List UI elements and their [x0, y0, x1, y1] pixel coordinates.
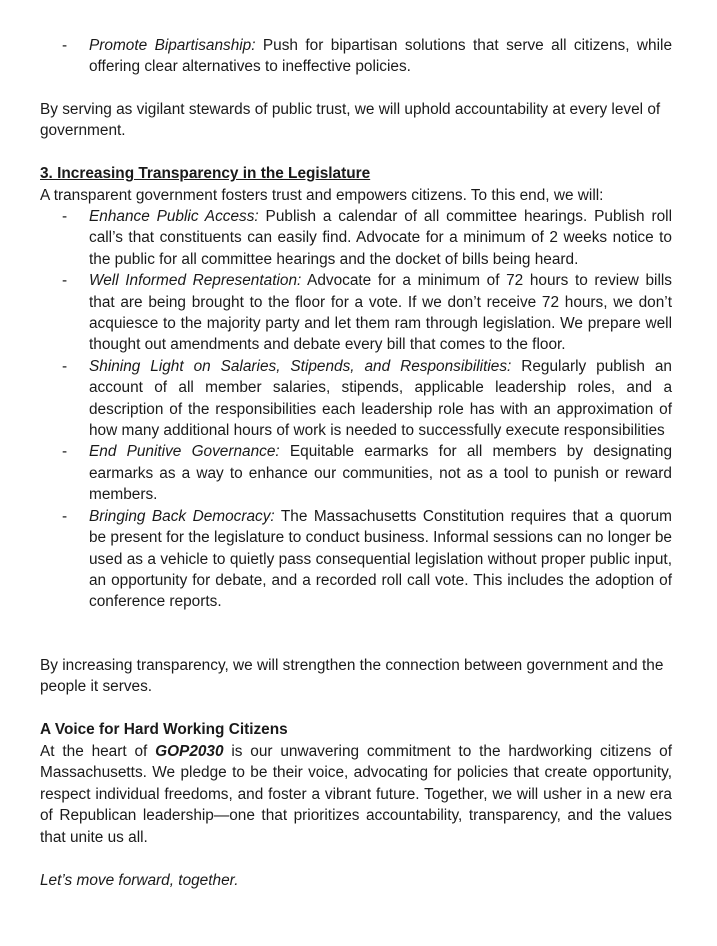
bullet-dash: -: [62, 357, 68, 375]
bullet-term: Promote Bipartisanship:: [89, 37, 256, 54]
bullet-text: The Massachusetts Constitution requires that a quorum be present for the legislature to conduct business. Informal sessions can no longer be used as a vehicle to quietly pass consequential legislation without proper public input, an opportunity for debate, and a recorded roll call vote. This includes the adoption of conference reports.: [89, 507, 672, 611]
section-3-intro: A transparent government fosters trust and empowers citizens. To this end, we will:: [40, 187, 604, 204]
bullet-text: Equitable earmarks for all members by designating earmarks as a way to enhance our communities, not as a tool to punish or reward members.: [89, 443, 673, 504]
bullet-dash: -: [62, 208, 68, 225]
transparency-closing-paragraph: By increasing transparency, we will strengthen the connection between government and the people it serves.: [40, 657, 664, 696]
gop2030-brand: GOP2030: [155, 743, 224, 760]
bullet-dash: -: [62, 507, 68, 525]
voice-paragraph: [40, 741, 672, 848]
voice-heading: A Voice for Hard Working Citizens: [40, 721, 288, 738]
bullet-text: Push for bipartisan solutions that serve all citizens, while offering clear alternatives to ineffective policies.: [89, 37, 672, 76]
list-item: [40, 356, 672, 442]
bullet-dash: -: [62, 272, 68, 290]
list-item: [40, 270, 672, 356]
intro-bullet-list: [40, 35, 672, 78]
list-item: [40, 506, 672, 613]
bullet-text: Publish a calendar of all committee hearings. Publish roll call’s that constituents can easily find. Advocate for a minimum of 2 weeks notice to the public for all committee hearings and the docket of bills being heard.: [89, 208, 672, 268]
section-3-heading: 3. Increasing Transparency in the Legislature: [40, 165, 371, 182]
list-item: [40, 206, 672, 270]
bullet-dash: -: [62, 443, 68, 461]
transparency-bullet-list: [40, 206, 672, 613]
bullet-term: Bringing Back Democracy:: [89, 507, 275, 525]
bullet-term: Shining Light on Salaries, Stipends, and Responsibilities:: [89, 357, 512, 375]
bullet-text: Advocate for a minimum of 72 hours to review bills that are being brought to the floor for a vote. If we don’t receive 72 hours, we don’t acquiesce to the majority party and let them ram through legislation. We prepare well thought out amendments and debate every bill that comes to the floor.: [89, 272, 673, 354]
list-item: [40, 35, 672, 78]
voice-text-before: At the heart of: [40, 743, 156, 760]
list-item: [40, 441, 672, 505]
bullet-term: End Punitive Governance:: [89, 443, 280, 461]
sign-off: Let’s move forward, together.: [40, 872, 239, 889]
voice-text-after: is our unwavering commitment to the hardworking citizens of Massachusetts. We pledge to be their voice, advocating for policies that create opportunity, respect individual freedoms, and foster a vibrant future. Together, we will usher in a new era of Republican leadership—one that prioritizes accountability, transparency, and the values that unite us all.: [40, 743, 672, 846]
bullet-text: Regularly publish an account of all member salaries, stipends, applicable leadership roles, and a description of the responsibilities each leadership role has with an approximation of how many additional hours of work is needed to successfully execute responsibilities: [89, 357, 672, 440]
stewards-paragraph: By serving as vigilant stewards of public trust, we will uphold accountability at every level of government.: [40, 101, 661, 140]
bullet-term: Well Informed Representation:: [89, 272, 302, 290]
bullet-term: Enhance Public Access:: [89, 208, 259, 225]
bullet-dash: -: [62, 37, 68, 54]
